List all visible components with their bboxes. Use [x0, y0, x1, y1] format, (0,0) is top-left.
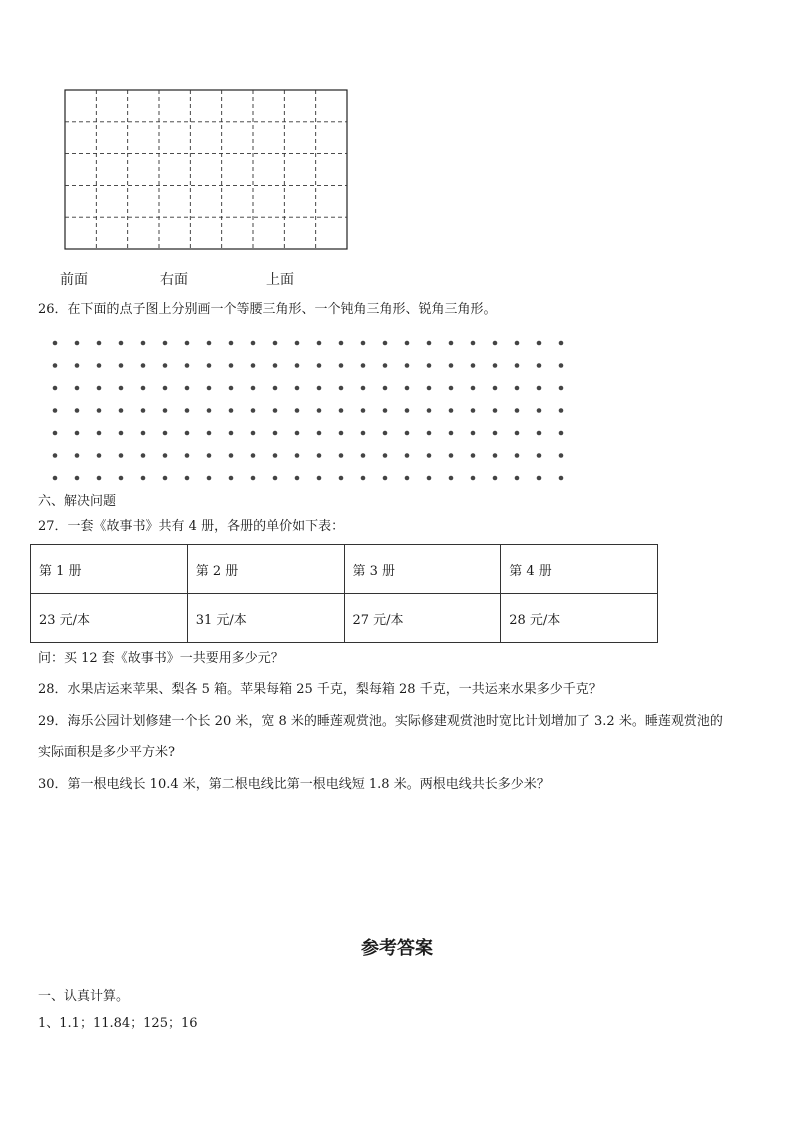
view-label-front: 前面	[60, 272, 88, 288]
grid-dot	[317, 386, 322, 391]
grid-dot	[317, 476, 322, 481]
grid-dot	[537, 408, 542, 413]
grid-dot	[251, 341, 256, 346]
grid-dot	[537, 453, 542, 458]
grid-dot	[273, 363, 278, 368]
grid-dot	[383, 431, 388, 436]
grid-dot	[97, 476, 102, 481]
grid-dot	[471, 341, 476, 346]
grid-dot	[405, 386, 410, 391]
grid-dot	[559, 341, 564, 346]
grid-dot	[361, 431, 366, 436]
grid-dot	[185, 476, 190, 481]
grid-dot	[229, 408, 234, 413]
grid-dot	[273, 453, 278, 458]
table-header-cell: 第 2 册	[187, 545, 344, 594]
grid-dot	[53, 341, 58, 346]
grid-dot	[295, 386, 300, 391]
grid-dot	[141, 363, 146, 368]
grid-dot	[163, 341, 168, 346]
grid-dot	[383, 453, 388, 458]
grid-dot	[75, 431, 80, 436]
dot-grid	[46, 332, 576, 482]
grid-dot	[251, 386, 256, 391]
grid-dot	[163, 431, 168, 436]
grid-dot	[427, 386, 432, 391]
grid-dot	[251, 363, 256, 368]
grid-dot	[383, 386, 388, 391]
grid-dot	[361, 363, 366, 368]
grid-dot	[185, 408, 190, 413]
grid-dot	[273, 476, 278, 481]
grid-dot	[471, 363, 476, 368]
grid-dot	[559, 476, 564, 481]
section-heading-solve: 六、解决问题	[38, 494, 117, 509]
grid-dot	[229, 453, 234, 458]
grid-dot	[339, 363, 344, 368]
grid-dot	[317, 363, 322, 368]
grid-dot	[339, 476, 344, 481]
grid-dot	[361, 476, 366, 481]
grid-dot	[295, 431, 300, 436]
grid-dot	[141, 341, 146, 346]
grid-dot	[229, 341, 234, 346]
grid-dot	[163, 363, 168, 368]
grid-dot	[405, 476, 410, 481]
grid-dot	[537, 476, 542, 481]
grid-dot	[53, 386, 58, 391]
grid-dot	[273, 408, 278, 413]
table-price-cell: 27 元/本	[344, 594, 501, 643]
table-price-cell: 31 元/本	[187, 594, 344, 643]
grid-dot	[449, 453, 454, 458]
grid-dot	[229, 386, 234, 391]
table-row	[31, 545, 658, 594]
grid-dot	[449, 431, 454, 436]
grid-dot	[119, 386, 124, 391]
grid-dot	[75, 363, 80, 368]
grid-dot	[207, 341, 212, 346]
answer-section-1: 一、认真计算。	[38, 989, 130, 1004]
grid-dot	[53, 431, 58, 436]
grid-dot	[119, 453, 124, 458]
view-label-right: 右面	[160, 272, 188, 288]
grid-dot	[493, 431, 498, 436]
grid-dot	[207, 408, 212, 413]
grid-dot	[75, 408, 80, 413]
grid-dot	[515, 431, 520, 436]
grid-dot	[163, 453, 168, 458]
grid-dot	[141, 476, 146, 481]
grid-dot	[141, 453, 146, 458]
grid-dot	[449, 386, 454, 391]
grid-dot	[559, 431, 564, 436]
grid-dot	[251, 431, 256, 436]
grid-dot	[449, 363, 454, 368]
grid-dot	[339, 408, 344, 413]
grid-dot	[317, 341, 322, 346]
grid-dot	[75, 476, 80, 481]
grid-dot	[119, 341, 124, 346]
grid-dot	[141, 408, 146, 413]
grid-dot	[339, 431, 344, 436]
grid-dot	[163, 408, 168, 413]
grid-dot	[119, 408, 124, 413]
grid-dot	[119, 431, 124, 436]
table-header-cell: 第 1 册	[31, 545, 188, 594]
grid-dot	[251, 408, 256, 413]
grid-dot	[471, 431, 476, 436]
grid-dot	[207, 476, 212, 481]
grid-dot	[251, 476, 256, 481]
grid-dot	[493, 341, 498, 346]
grid-dot	[273, 386, 278, 391]
question-26: 26．在下面的点子图上分别画一个等腰三角形、一个钝角三角形、锐角三角形。	[38, 302, 497, 317]
grid-dot	[53, 363, 58, 368]
grid-dot	[295, 453, 300, 458]
grid-dot	[273, 341, 278, 346]
grid-dot	[229, 476, 234, 481]
grid-dot	[405, 408, 410, 413]
grid-dot	[471, 386, 476, 391]
grid-dot	[559, 363, 564, 368]
grid-dot	[493, 363, 498, 368]
grid-dot	[515, 363, 520, 368]
grid-dot	[471, 408, 476, 413]
grid-dot	[295, 363, 300, 368]
grid-dot	[405, 453, 410, 458]
grid-border	[65, 90, 347, 249]
grid-dot	[559, 453, 564, 458]
grid-dot	[97, 386, 102, 391]
grid-dot	[317, 453, 322, 458]
answer-1: 1、1.1；11.84；125；16	[38, 1016, 198, 1031]
grid-dot	[493, 453, 498, 458]
grid-dot	[141, 431, 146, 436]
grid-dot	[75, 386, 80, 391]
grid-dot	[185, 453, 190, 458]
grid-dot	[97, 363, 102, 368]
grid-dot	[163, 386, 168, 391]
grid-dot	[229, 363, 234, 368]
grid-dot	[537, 363, 542, 368]
grid-dot	[251, 453, 256, 458]
grid-dot	[427, 363, 432, 368]
grid-dot	[141, 386, 146, 391]
grid-dot	[405, 431, 410, 436]
table-row	[31, 594, 658, 643]
price-table	[30, 544, 658, 643]
grid-dot	[207, 363, 212, 368]
question-30: 30．第一根电线长 10.4 米，第二根电线比第一根电线短 1.8 米。两根电线共长多少米？	[38, 777, 550, 792]
grid-dot	[537, 431, 542, 436]
grid-dot	[207, 453, 212, 458]
grid-dot	[515, 476, 520, 481]
grid-dot	[339, 386, 344, 391]
grid-dot	[53, 453, 58, 458]
grid-dot	[119, 476, 124, 481]
question-28: 28．水果店运来苹果、梨各 5 箱。苹果每箱 25 千克，梨每箱 28 千克，一共运来水果多少千克？	[38, 682, 602, 697]
question-29-line1: 29．海乐公园计划修建一个长 20 米，宽 8 米的睡莲观赏池。实际修建观赏池时宽比计划增加了 3.2 米。睡莲观赏池的	[38, 714, 723, 729]
grid-dot	[207, 386, 212, 391]
grid-dot	[449, 408, 454, 413]
grid-dot	[185, 431, 190, 436]
grid-dot	[97, 341, 102, 346]
grid-dot	[339, 453, 344, 458]
grid-dot	[427, 431, 432, 436]
grid-dot	[515, 341, 520, 346]
grid-dot	[295, 408, 300, 413]
grid-dot	[119, 363, 124, 368]
grid-dot	[493, 408, 498, 413]
grid-dot	[273, 431, 278, 436]
grid-dot	[471, 453, 476, 458]
grid-dot	[361, 408, 366, 413]
question-29-line2: 实际面积是多少平方米?	[38, 745, 175, 760]
grid-dot	[97, 408, 102, 413]
grid-dot	[295, 341, 300, 346]
question-27: 27．一套《故事书》共有 4 册，各册的单价如下表：	[38, 519, 345, 534]
table-header-cell: 第 3 册	[344, 545, 501, 594]
grid-dot	[53, 408, 58, 413]
grid-dot	[493, 386, 498, 391]
grid-dot	[383, 476, 388, 481]
view-label-top: 上面	[266, 272, 294, 288]
grid-dot	[185, 386, 190, 391]
grid-dot	[405, 341, 410, 346]
grid-dot	[75, 453, 80, 458]
grid-dot	[405, 363, 410, 368]
grid-dot	[97, 453, 102, 458]
grid-dot	[317, 431, 322, 436]
grid-dot	[317, 408, 322, 413]
grid-dot	[361, 386, 366, 391]
table-header-cell: 第 4 册	[501, 545, 658, 594]
grid-dot	[361, 453, 366, 458]
dashed-grid	[64, 89, 348, 251]
grid-dot	[185, 341, 190, 346]
grid-dot	[427, 453, 432, 458]
grid-dot	[229, 431, 234, 436]
grid-dot	[97, 431, 102, 436]
grid-dot	[427, 408, 432, 413]
grid-dot	[163, 476, 168, 481]
grid-dot	[295, 476, 300, 481]
table-price-cell: 23 元/本	[31, 594, 188, 643]
grid-dot	[427, 476, 432, 481]
grid-dot	[383, 408, 388, 413]
question-27-ask: 问：买 12 套《故事书》一共要用多少元？	[38, 651, 284, 666]
grid-dot	[559, 408, 564, 413]
grid-dot	[207, 431, 212, 436]
grid-dot	[75, 341, 80, 346]
grid-dot	[449, 341, 454, 346]
table-price-cell: 28 元/本	[501, 594, 658, 643]
grid-dot	[537, 341, 542, 346]
grid-dot	[515, 408, 520, 413]
grid-dot	[471, 476, 476, 481]
grid-dot	[515, 453, 520, 458]
grid-dot	[53, 476, 58, 481]
grid-dot	[515, 386, 520, 391]
grid-dot	[185, 363, 190, 368]
grid-dot	[383, 341, 388, 346]
grid-dot	[339, 341, 344, 346]
grid-dot	[493, 476, 498, 481]
grid-dot	[427, 341, 432, 346]
grid-dot	[449, 476, 454, 481]
grid-dot	[537, 386, 542, 391]
grid-dot	[361, 341, 366, 346]
grid-dot	[559, 386, 564, 391]
grid-dot	[383, 363, 388, 368]
answer-title: 参考答案	[361, 938, 433, 959]
